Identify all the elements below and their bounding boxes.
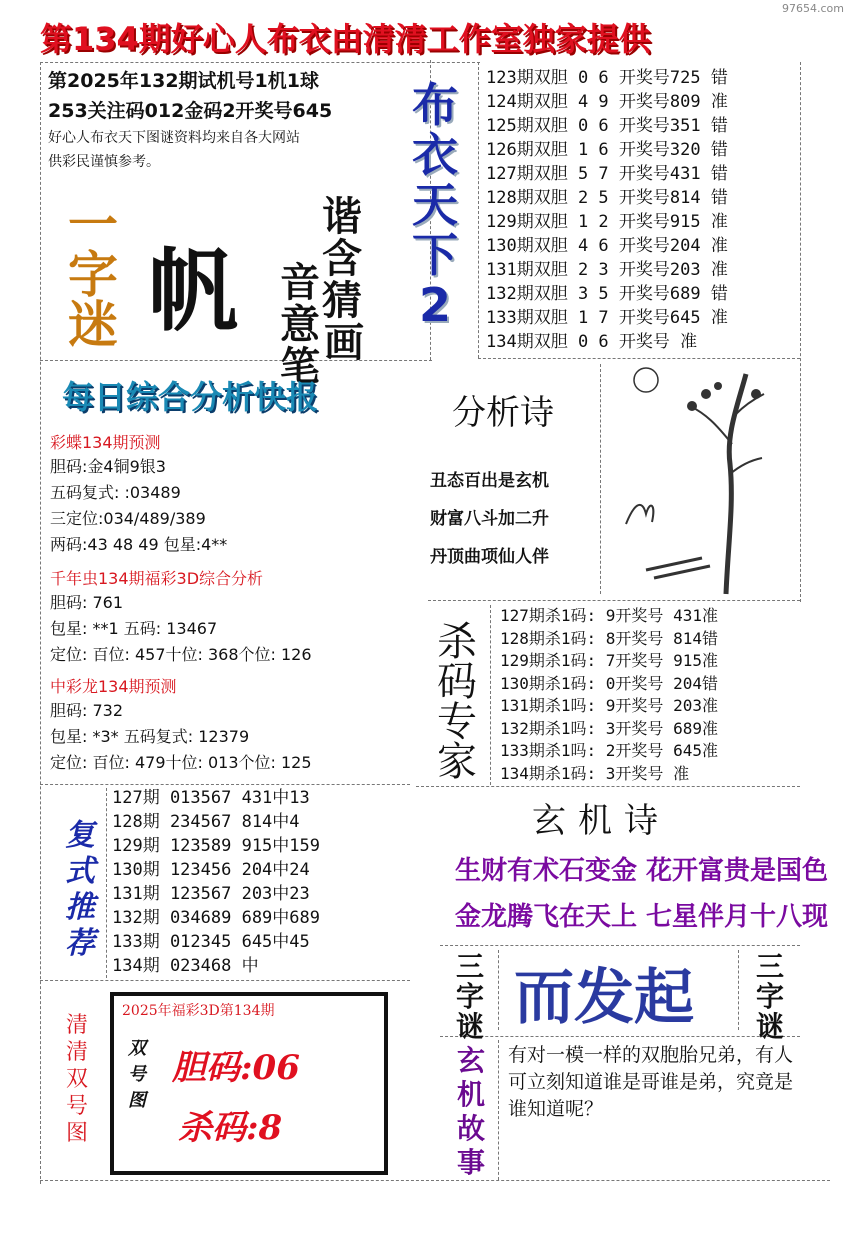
list-item: 133期 012345 645中45 [112, 932, 310, 952]
leaf-shape [687, 401, 697, 411]
leaf-shape [751, 389, 761, 399]
poem-line: 生财有术石变金 花开富贵是国色 [455, 856, 829, 886]
divider-daily [40, 360, 432, 361]
divider-xuanji-top [416, 786, 800, 787]
zhongcailong-line: 包星: *3* 五码复式: 12379 [50, 727, 250, 746]
sanzi-label-right: 三字谜 [755, 950, 784, 1043]
riddle-hint-col-1: 谐含猜 [322, 193, 362, 324]
list-item: 131期双胆 2 3 开奖号203 准 [486, 260, 728, 280]
trial-line-2: 253关注码012金码2开奖号645 [48, 100, 333, 122]
list-item: 126期双胆 1 6 开奖号320 错 [486, 140, 728, 160]
leaf-shape [714, 382, 722, 390]
divider-fushi [106, 788, 107, 978]
list-item: 132期双胆 3 5 开奖号689 错 [486, 284, 728, 304]
brand-name: 布衣天下 [412, 78, 458, 282]
daily-report-title: 每日综合分析快报 [62, 378, 319, 416]
qianniansong-line: 胆码: 761 [50, 593, 124, 612]
poem-line: 丑态百出是玄机 [430, 471, 549, 491]
trial-section [48, 66, 418, 174]
zhongcailong-section [50, 676, 430, 776]
list-item: 129期双胆 1 2 开奖号915 准 [486, 212, 728, 232]
poem-line: 金龙腾飞在天上 七星伴月十八现 [455, 902, 829, 932]
moon-shape [634, 368, 658, 392]
xuanji-poem [455, 848, 835, 940]
brand-vertical [400, 80, 470, 330]
divider-shuangdan-bottom [478, 358, 800, 359]
fushi-list [112, 786, 402, 978]
list-item: 132期 034689 689中689 [112, 908, 320, 928]
shama-title: 杀码专家 [437, 619, 477, 785]
zhongcailong-line: 胆码: 732 [50, 701, 124, 720]
divider-fushi-bottom [40, 980, 410, 981]
tree-branch [690, 406, 732, 444]
sanzi-riddle: 而发起 [514, 963, 694, 1033]
shama-list [500, 605, 800, 785]
zhongcailong-line: 定位: 百位: 479十位: 013个位: 125 [50, 753, 312, 772]
list-item: 133期杀1吗: 2开奖号 645准 [500, 741, 718, 760]
divider-sanzi-right [738, 950, 739, 1030]
leaf-shape [701, 389, 711, 399]
story-text: 有对一模一样的双胞胎兄弟，有人可立刻知道谁是哥谁是弟，究竟是谁知道呢？ [508, 1044, 794, 1120]
divider-sanzi-left [498, 950, 499, 1030]
brand-number: 2 [418, 278, 451, 332]
list-item: 134期 023468 中 [112, 956, 259, 976]
qingqing-year: 2025年福彩3D第134期 [122, 1003, 275, 1019]
frame-bottom [40, 1180, 830, 1181]
qianniansong-line: 包星: **1 五码: 13467 [50, 619, 218, 638]
poem-line: 财富八斗加二升 [430, 509, 549, 529]
riddle-hint-col-2: 音意笔 [280, 259, 320, 390]
qingqing-box [110, 992, 388, 1175]
divider-shuangdan [478, 62, 479, 358]
frame-left [40, 62, 41, 1184]
caidie-line: 三定位:034/489/389 [50, 509, 206, 528]
analysis-poem-title: 分析诗 [452, 393, 554, 433]
fushi-title: 复式推荐 [65, 818, 95, 961]
trial-line-1: 第2025年132期试机号1机1球 [48, 70, 319, 92]
list-item: 131期杀1吗: 9开奖号 203准 [500, 696, 718, 715]
list-item: 132期杀1吗: 3开奖号 689准 [500, 718, 718, 738]
list-item: 130期杀1码: 0开奖号 204错 [500, 673, 718, 693]
poem-line: 丹顶曲项仙人伴 [430, 547, 549, 567]
story-title: 玄机故事 [456, 1044, 485, 1179]
divider-sanzi-top [440, 945, 800, 946]
riddle-main-char: 帆 [148, 239, 238, 344]
list-item: 129期 123589 915中159 [112, 836, 320, 856]
list-item: 128期 234567 814中4 [112, 812, 300, 832]
riddle-label: 一字迷 [68, 195, 118, 354]
qingqing-danma: 胆码:06 [172, 1048, 300, 1088]
list-item: 130期 123456 204中24 [112, 860, 310, 880]
divider-shama [490, 605, 491, 785]
qianniansong-section [50, 568, 430, 668]
list-item: 127期杀1码: 9开奖号 431准 [500, 606, 718, 625]
qianniansong-line: 定位: 百位: 457十位: 368个位: 126 [50, 645, 312, 664]
list-item: 128期双胆 2 5 开奖号814 错 [486, 188, 728, 208]
list-item: 124期双胆 4 9 开奖号809 准 [486, 92, 728, 112]
list-item: 123期双胆 0 6 开奖号725 错 [486, 68, 728, 88]
divider-shama-top [428, 600, 800, 601]
caidie-line: 五码复式: :03489 [50, 483, 181, 502]
list-item: 125期双胆 0 6 开奖号351 错 [486, 116, 728, 136]
trial-line-4: 供彩民谨慎参考。 [48, 154, 160, 170]
list-item: 130期双胆 4 6 开奖号204 准 [486, 236, 728, 256]
grass-shape [626, 505, 653, 524]
list-item: 134期双胆 0 6 开奖号 准 [486, 332, 698, 352]
sanzi-label-left: 三字谜 [455, 950, 484, 1043]
list-item: 128期杀1码: 8开奖号 814错 [500, 628, 718, 648]
site-watermark: 97654.com [782, 2, 844, 15]
trial-line-3: 好心人布衣天下图谜资料均来自各大网站 [48, 130, 300, 146]
frame-top [40, 62, 480, 63]
divider-story [498, 1040, 499, 1180]
xuanji-title: 玄机诗 [532, 801, 670, 841]
page-title: 第134期好心人布衣由清清工作室独家提供 [40, 20, 651, 58]
qingqing-title: 清清双号图 [65, 1013, 88, 1146]
caidie-line: 两码:43 48 49 包星:4** [50, 535, 228, 554]
list-item: 133期双胆 1 7 开奖号645 准 [486, 308, 728, 328]
qingqing-shama: 杀码:8 [178, 1108, 283, 1148]
list-item: 134期杀1码: 3开奖号 准 [500, 763, 690, 783]
tree-branch [730, 458, 762, 474]
riddle-hint-col-3: 画 [324, 319, 364, 366]
list-item: 131期 123567 203中23 [112, 884, 310, 904]
list-item: 127期双胆 5 7 开奖号431 错 [486, 164, 728, 184]
list-item: 127期 013567 431中13 [112, 788, 310, 808]
caidie-heading: 彩蝶134期预测 [50, 433, 161, 452]
analysis-poem [430, 462, 600, 576]
divider-fushi-top [40, 784, 410, 785]
caidie-line: 胆码:金4铜9银3 [50, 457, 166, 476]
divider-poem [600, 364, 601, 594]
zhongcailong-heading: 中彩龙134期预测 [50, 677, 177, 696]
qianniansong-heading: 千年虫134期福彩3D综合分析 [50, 569, 264, 588]
tree-illustration [606, 364, 766, 596]
qingqing-tag: 双号图 [128, 1038, 146, 1111]
caidie-section [50, 432, 430, 558]
shuangdan-list [486, 66, 806, 354]
list-item: 129期杀1码: 7开奖号 915准 [500, 651, 718, 670]
